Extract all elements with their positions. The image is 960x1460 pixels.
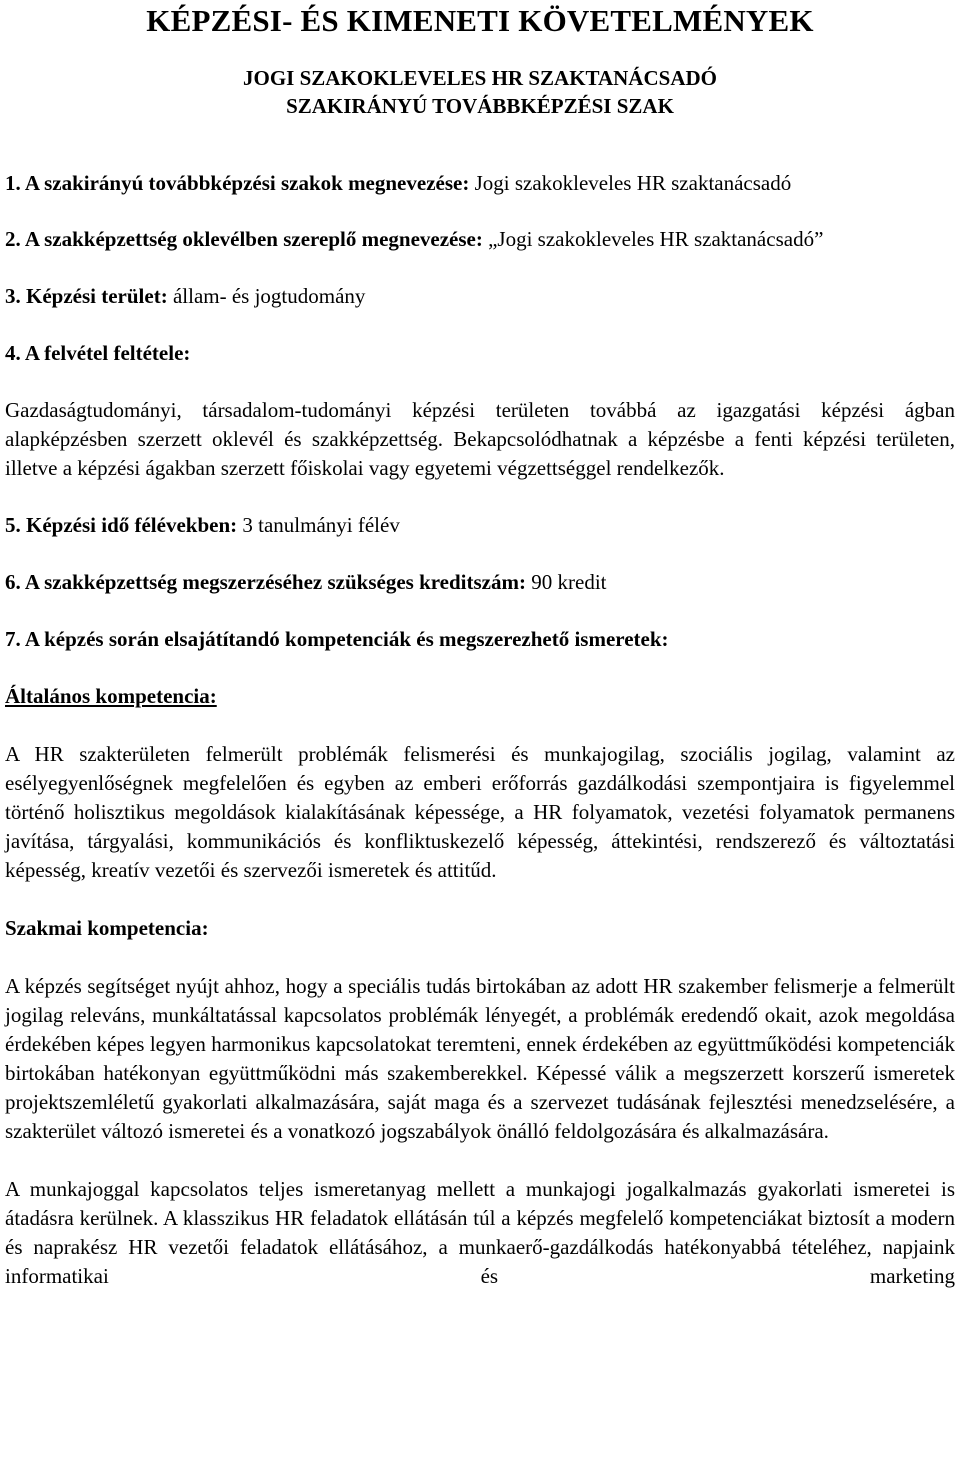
item-6-label: 6. A szakképzettség megszerzéséhez szükséges kreditszám:	[5, 570, 526, 594]
item-1	[5, 169, 955, 198]
subtitle-line-2: SZAKIRÁNYÚ TOVÁBBKÉPZÉSI SZAK	[286, 94, 674, 118]
item-5-value: 3 tanulmányi félév	[237, 513, 400, 537]
item-1-value: Jogi szakokleveles HR szaktanácsadó	[469, 171, 792, 195]
item-5	[5, 511, 955, 540]
item-7	[5, 625, 955, 654]
professional-competence-text-1: A képzés segítséget nyújt ahhoz, hogy a speciális tudás birtokában az adott HR szakember felismerje a felmerült jogilag releváns, munkáltatással kapcsolatos problémák lényegét, a problémák eredendő okait, azok megoldása érdekében képes legyen harmonikus kapcsolatokat teremteni, ennek érdekében az együttműködési kompetenciák birtokában hatékonyan együttműködni más szakemberekkel. Képessé válik a megszerzett korszerű ismeretek projektszemléletű gyakorlati alkalmazására, saját maga és a szervezet tudásának fejlesztési menedzselésére, a szakterület változó ismeretei és a vonatkozó jogszabályok önálló feldolgozására és alkalmazására.	[5, 974, 955, 1143]
item-2-value: „Jogi szakokleveles HR szaktanácsadó”	[482, 227, 824, 251]
item-6-value: 90 kredit	[526, 570, 607, 594]
professional-competence-text-2: A munkajoggal kapcsolatos teljes ismeretanyag mellett a munkajogi jogalkalmazás gyakorlati ismeretei is átadásra kerülnek. A klasszikus HR feladatok ellátásán túl a képzés megfelelő kompetenciákat biztosít a modern és naprakész HR vezetői feladatok ellátásához, a munkaerő-gazdálkodás hatékonyabbá tételéhez, napjaink informatikai és marketing	[5, 1177, 955, 1288]
program-subtitle	[5, 64, 955, 120]
item-4-label: 4. A felvétel feltétele:	[5, 341, 191, 365]
item-5-label: 5. Képzési idő félévekben:	[5, 513, 238, 537]
item-6	[5, 568, 955, 597]
admission-text: Gazdaságtudományi, társadalom-tudományi képzési területen továbbá az igazgatási képzési ágban alapképzésben szerzett oklevél és szakképzettség. Bekapcsolódhatnak a képzésbe a fenti képzési területen, illetve a képzési ágakban szerzett főiskolai vagy egyetemi végzettséggel rendelkezők.	[5, 398, 955, 480]
item-3-value: állam- és jogtudomány	[167, 284, 366, 308]
item-4	[5, 339, 955, 368]
professional-competence-heading: Szakmai kompetencia:	[5, 916, 209, 940]
item-3-label: 3. Képzési terület:	[5, 284, 168, 308]
item-7-label: 7. A képzés során elsajátítandó kompetenciák és megszerezhető ismeretek:	[5, 627, 669, 651]
subtitle-line-1: JOGI SZAKOKLEVELES HR SZAKTANÁCSADÓ	[243, 66, 717, 90]
document-title: KÉPZÉSI- ÉS KIMENETI KÖVETELMÉNYEK	[146, 3, 814, 38]
item-3	[5, 282, 955, 311]
item-2-label: 2. A szakképzettség oklevélben szereplő megnevezése:	[5, 227, 483, 251]
general-competence-heading: Általános kompetencia:	[5, 684, 217, 708]
general-competence-text: A HR szakterületen felmerült problémák felismerési és munkajogilag, szociális jogilag, valamint az esélyegyenlőségnek megfelelően és egyben az emberi erőforrás gazdálkodási szempontjaira is figyelemmel történő holisztikus megoldások kialakításának képessége, a HR folyamatok, vezetési folyamatok permanens javítása, tárgyalási, kommunikációs és konfliktuskezelő képesség, áttekintési, rendszerező és változtatási képesség, kreatív vezetői és szervezői ismeretek és attitűd.	[5, 742, 955, 882]
item-1-label: 1. A szakirányú továbbképzési szakok megnevezése:	[5, 171, 470, 195]
document-page	[5, 0, 955, 1291]
item-2	[5, 225, 955, 254]
